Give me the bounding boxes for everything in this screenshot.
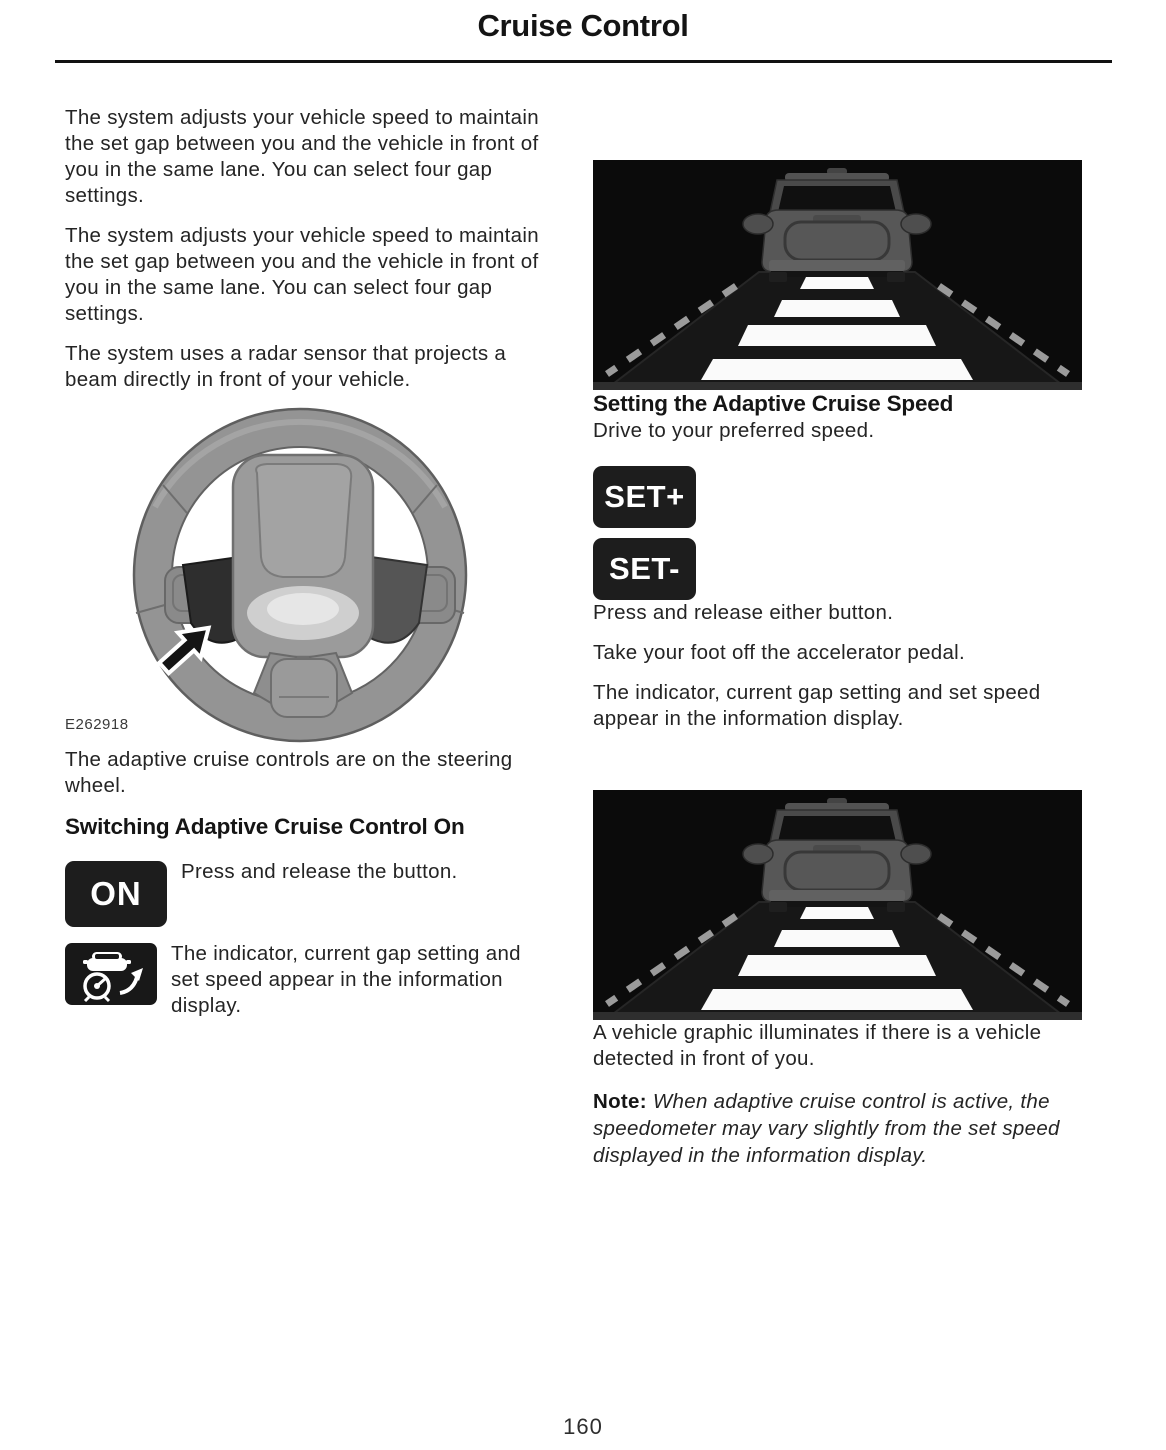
page-number: 160 [563, 1414, 603, 1439]
set-plus-label: SET+ [604, 479, 685, 514]
set-plus-button-graphic [593, 466, 696, 528]
right-column [593, 160, 1082, 1169]
foot-instruction: Take your foot off the accelerator pedal. [593, 641, 966, 664]
on-button-graphic [65, 861, 167, 927]
vehicle-graphic-text: A vehicle graphic illuminates if there is a vehicle detected in front of you. [593, 1021, 1042, 1070]
adaptive-cruise-indicator-icon [65, 943, 157, 1005]
indicator-instruction-right: The indicator, current gap setting and set speed appear in the information display. [593, 681, 1041, 730]
section-heading-setting-speed: Setting the Adaptive Cruise Speed [593, 391, 954, 416]
vehicle-detected-image [593, 790, 1082, 1020]
caption-controls-location: The adaptive cruise controls are on the steering wheel. [65, 748, 513, 797]
set-minus-label: SET- [609, 551, 680, 586]
note-paragraph [593, 1088, 1082, 1169]
set-minus-button-graphic [593, 538, 696, 600]
paragraph-radar-sensor: The system uses a radar sensor that projects a beam directly in front of your vehicle. [65, 342, 507, 391]
left-column [65, 105, 547, 1019]
on-button-row [65, 861, 547, 927]
paragraph-gap-settings-2: The system adjusts your vehicle speed to maintain the set gap between you and the vehicle in front of you in the same lane. You can select four gap settings. [65, 224, 539, 325]
paragraph-gap-settings-1: The system adjusts your vehicle speed to maintain the set gap between you and the vehicle in front of you in the same lane. You can select four gap settings. [65, 106, 539, 207]
page-title: Cruise Control [477, 8, 689, 43]
steering-wheel-image [65, 407, 545, 747]
press-instruction: Press and release either button. [593, 601, 894, 624]
figure-label: E262918 [65, 716, 129, 733]
section-heading-switching-on: Switching Adaptive Cruise Control On [65, 814, 465, 839]
radar-beam-image [593, 160, 1082, 390]
steering-wheel-figure [65, 407, 545, 747]
note-label: Note: [593, 1090, 647, 1113]
indicator-instruction: The indicator, current gap setting and set speed appear in the information display. [171, 942, 521, 1017]
on-button-label: ON [90, 875, 142, 912]
title-divider [55, 60, 1112, 63]
on-button-instruction: Press and release the button. [181, 860, 458, 883]
drive-instruction: Drive to your preferred speed. [593, 419, 875, 442]
indicator-row [65, 943, 547, 1019]
note-text: When adaptive cruise control is active, the speedometer may vary slightly from the set speed displayed in the information display. [593, 1090, 1060, 1167]
